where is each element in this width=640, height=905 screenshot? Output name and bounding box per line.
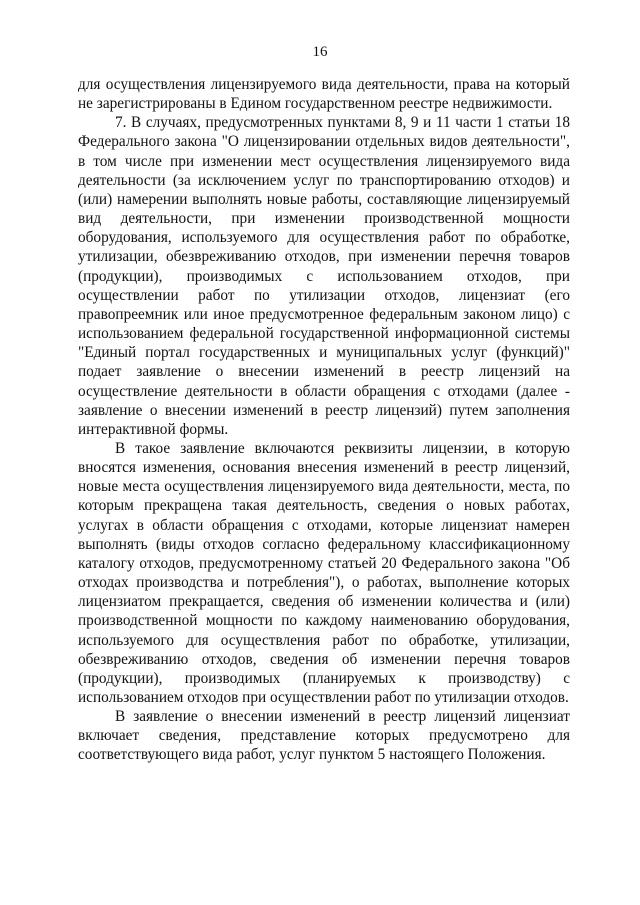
document-body <box>78 75 570 765</box>
paragraph-application-info: В заявление о внесении изменений в реестр лицензий лицензиат включает сведения, представление которых предусмотрено для соответствующего вида работ, услуг пунктом 5 настоящего Положения. <box>78 708 570 764</box>
paragraph-application-contents: В такое заявление включаются реквизиты лицензии, в которую вносятся изменения, основания внесения изменений в реестр лицензий, новые места осуществления лицензируемого вида деятельности, места, по которым прекращена такая деятельность, сведения о новых работах, услугах в области обращения с отходами, которые лицензиат намерен выполнять (виды отходов согласно федеральному классификационному каталогу отходов, предусмотренному статьей 20 Федерального закона "Об отходах производства и потребления"), о работах, выполнение которых лицензиатом прекращается, сведения об изменении количества и (или) производственной мощности по каждому наименованию оборудования, используемого для осуществления работ по обработке, утилизации, обезвреживанию отходов, сведения об изменении перечня товаров (продукции), производимых (планируемых к производству) с использованием отходов при осуществлении работ по утилизации отходов. <box>78 439 570 706</box>
paragraph-item-7: 7. В случаях, предусмотренных пунктами 8, 9 и 11 части 1 статьи 18 Федерального закона "О лицензировании отдельных видов деятельности", в том числе при изменении мест осуществления лицензируемого вида деятельности (за исключением услуг по транспортированию отходов) и (или) намерении выполнять новые работы, составляющие лицензируемый вид деятельности, при изменении производственной мощности оборудования, используемого для осуществления работ по обработке, утилизации, обезвреживанию отходов, при изменении перечня товаров (продукции), производимых с использованием отходов, при осуществлении работ по утилизации отходов, лицензиат (его правопреемник или иное предусмотренное федеральным законом лицо) с использованием федеральной государственной информационной системы "Единый портал государственных и муниципальных услуг (функций)" подает заявление о внесении изменений в реестр лицензий на осуществление деятельности в области обращения с отходами (далее - заявление о внесении изменений в реестр лицензий) путем заполнения интерактивной формы. <box>78 114 570 438</box>
page-number: 16 <box>312 44 328 60</box>
paragraph-continuation: для осуществления лицензируемого вида деятельности, права на который не зарегистрированы в Едином государственном реестре недвижимости. <box>78 76 570 113</box>
